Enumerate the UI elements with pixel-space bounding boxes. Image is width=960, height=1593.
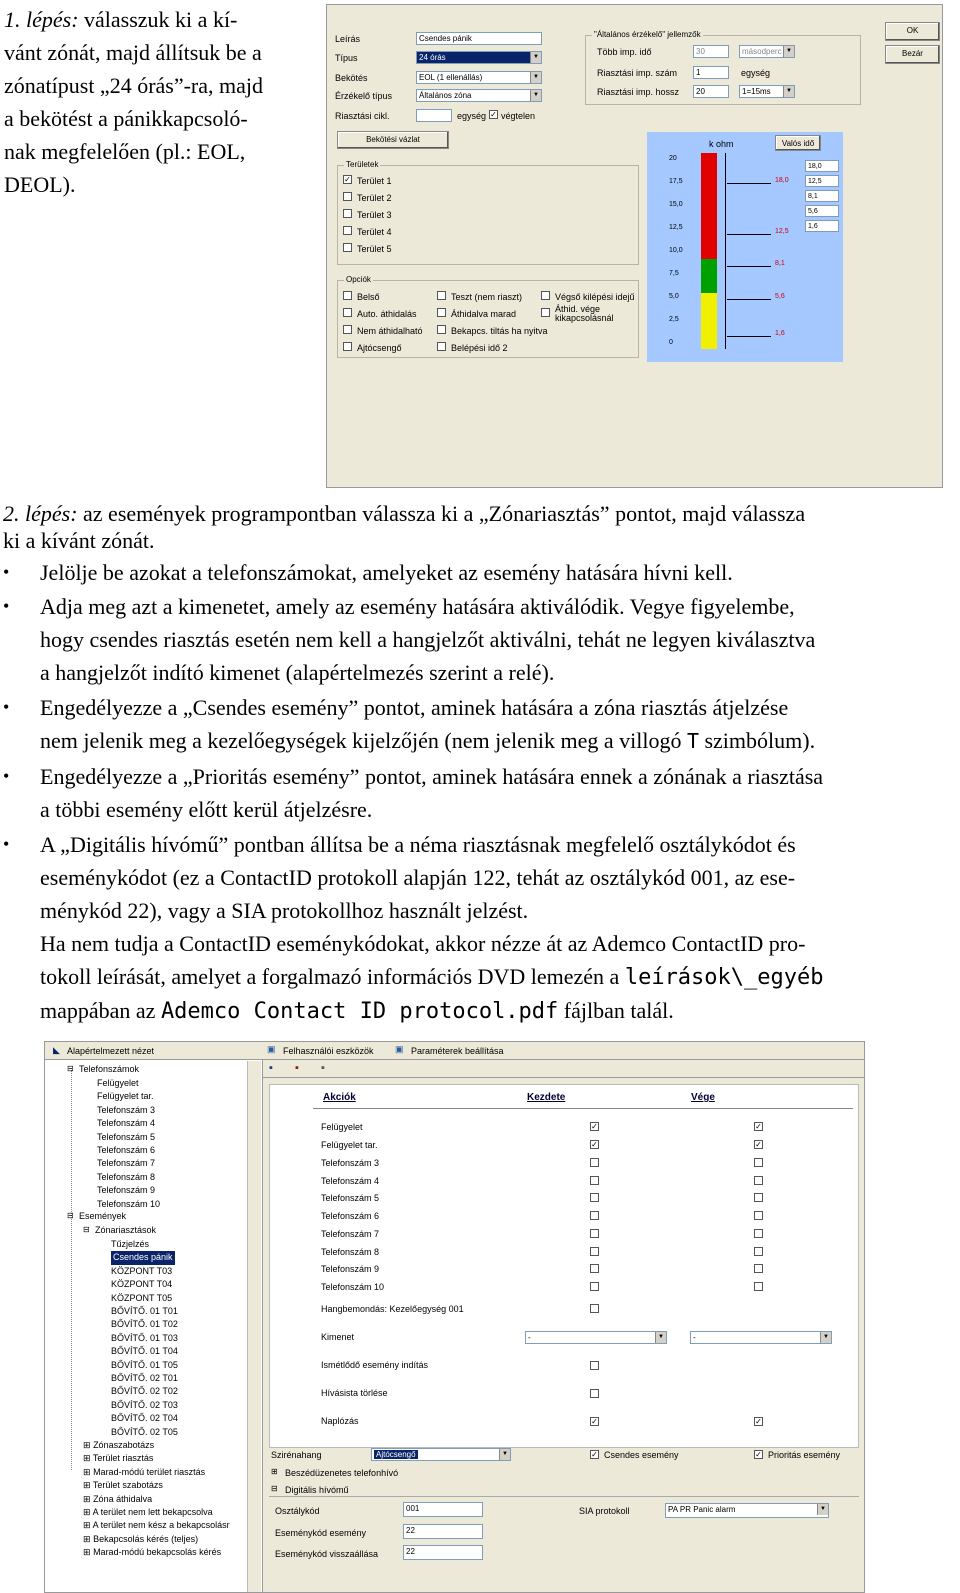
terulet-checkbox[interactable] bbox=[343, 192, 352, 201]
tipus-label: Típus bbox=[335, 53, 358, 63]
paragraph-text: Ha nem tudja a ContactID eseménykódokat, akkor nézze át az Ademco ContactID pro- bbox=[40, 931, 806, 956]
tree-node[interactable]: Telefonszám 9 bbox=[97, 1185, 156, 1196]
opcio-checkbox[interactable] bbox=[541, 308, 550, 317]
tree-node-label: Terület szabotázs bbox=[92, 1480, 163, 1491]
collapse-icon[interactable]: ⊟ bbox=[83, 1225, 90, 1234]
tree-scrollbar[interactable] bbox=[247, 1061, 261, 1593]
kimenet-label: Kimenet bbox=[321, 1332, 355, 1342]
bullet-text: hogy csendes riasztás esetén nem kell a hangjelzőt aktiválni, tehát ne legyen kiválasztva bbox=[40, 627, 816, 652]
resistance-spinner[interactable]: 8,1 bbox=[805, 190, 839, 202]
action-row-label: Telefonszám 10 bbox=[321, 1282, 385, 1292]
hangbemondas-label: Hangbemondás: Kezelőegység 001 bbox=[321, 1304, 464, 1314]
szirenahang-value: Ajtócsengő bbox=[376, 1450, 416, 1459]
kezdete-checkbox[interactable]: ✓ bbox=[591, 1122, 598, 1131]
vege-checkbox[interactable] bbox=[754, 1264, 763, 1273]
opcio-label: Nem áthidalható bbox=[357, 326, 423, 336]
kezdete-checkbox[interactable] bbox=[590, 1158, 599, 1167]
tree-node[interactable]: Felügyelet bbox=[97, 1078, 139, 1088]
opcio-label: Ajtócsengő bbox=[357, 343, 402, 353]
kezdete-checkbox[interactable] bbox=[590, 1247, 599, 1256]
marker-label: 18,0 bbox=[775, 177, 789, 184]
esemenykod-vissza-input[interactable]: 22 bbox=[403, 1545, 483, 1560]
chevron-down-icon[interactable]: ▼ bbox=[820, 1332, 831, 1343]
tree-node-label: Terület riasztás bbox=[92, 1453, 154, 1464]
tree-node[interactable]: Események bbox=[79, 1211, 127, 1221]
riaszt-imp-szam-input[interactable]: 1 bbox=[693, 66, 729, 79]
terulet-checkbox[interactable]: ✓ bbox=[344, 175, 351, 184]
tree-node[interactable]: KÖZPONT T05 bbox=[111, 1292, 173, 1303]
tools-icon: ▣ bbox=[267, 1044, 276, 1054]
kezdete-checkbox[interactable] bbox=[590, 1211, 599, 1220]
step1-line: a bekötést a pánikkapcsoló- bbox=[4, 106, 248, 131]
scale-label: 0 bbox=[669, 339, 673, 346]
tree-node[interactable]: BŐVÍTŐ. 02 T03 bbox=[111, 1399, 178, 1410]
step2-line: ki a kívánt zónát. bbox=[3, 528, 155, 553]
tree-node[interactable]: BŐVÍTŐ. 02 T01 bbox=[111, 1373, 178, 1384]
masodperc-value: másodperc bbox=[742, 47, 782, 56]
scale-label: 20 bbox=[669, 155, 677, 162]
step1-text bbox=[4, 3, 314, 201]
terulet-label: Terület 2 bbox=[357, 193, 392, 203]
scale-label: 7,5 bbox=[669, 270, 679, 277]
marker-label: 1,6 bbox=[775, 330, 785, 337]
step2-line: az események programpontban válassza ki a „Zónariasztás” pontot, majd válassza bbox=[83, 501, 806, 526]
opcio-label: Végső kilépési idejű bbox=[555, 292, 635, 302]
step1-label: 1. lépés: bbox=[4, 7, 79, 32]
action-row-label: Telefonszám 4 bbox=[321, 1176, 380, 1186]
bullet-icon: • bbox=[3, 697, 10, 717]
hivasista-label: Hívásista törlése bbox=[321, 1388, 388, 1398]
chevron-down-icon[interactable]: ▼ bbox=[530, 90, 541, 101]
kezdete-checkbox[interactable] bbox=[590, 1264, 599, 1273]
bekotes-select[interactable] bbox=[416, 71, 542, 84]
expand-icon[interactable]: ⊞ bbox=[83, 1520, 91, 1531]
bekotes-label: Bekötés bbox=[335, 73, 368, 83]
col-kezdete: Kezdete bbox=[527, 1092, 566, 1103]
opcio-label: Belépési idő 2 bbox=[451, 343, 508, 353]
action-row-label: Telefonszám 3 bbox=[321, 1158, 380, 1168]
csendes-esemeny-label: Csendes esemény bbox=[604, 1450, 679, 1460]
sia-select[interactable] bbox=[665, 1503, 829, 1518]
leiras-label: Leírás bbox=[335, 34, 361, 44]
action-row-label: Telefonszám 5 bbox=[321, 1193, 380, 1203]
bullet-text: Engedélyezze a „Prioritás esemény” pontot, aminek hatására ennek a zónának a riasztása bbox=[40, 764, 824, 789]
kimenet-vege-value: - bbox=[693, 1333, 696, 1342]
step1-line: vánt zónát, majd állítsuk be a bbox=[4, 40, 262, 65]
ok-button[interactable]: OK bbox=[885, 22, 940, 41]
erzekelo-label: Érzékelő típus bbox=[335, 91, 393, 101]
digitalis-section[interactable]: Digitális hívómű bbox=[285, 1485, 349, 1495]
szirenahang-label: Szirénahang bbox=[271, 1450, 322, 1460]
tel-subtree bbox=[97, 1077, 160, 1211]
scale-label: 15,0 bbox=[669, 201, 683, 208]
bullet-item bbox=[0, 556, 945, 589]
osztalykod-label: Osztálykód bbox=[275, 1506, 320, 1516]
scale-label: 10,0 bbox=[669, 247, 683, 254]
terulet-checkbox[interactable] bbox=[343, 243, 352, 252]
header-divider bbox=[313, 1108, 853, 1109]
chevron-down-icon[interactable]: ▼ bbox=[530, 52, 541, 63]
tree-node[interactable]: BŐVÍTŐ. 01 T04 bbox=[111, 1346, 178, 1357]
terulet-label: Terület 4 bbox=[357, 227, 392, 237]
tree-line bbox=[71, 1070, 72, 1470]
bullet-text: eseménykódot (ez a ContactID protokoll alapján 122, tehát az osztálykód 001, az ese- bbox=[40, 865, 796, 890]
expand-icon[interactable]: ⊞ bbox=[83, 1493, 91, 1504]
scale-label: 12,5 bbox=[669, 224, 683, 231]
paragraph-text: fájlban talál. bbox=[563, 998, 674, 1023]
save-as-icon[interactable]: ▪ bbox=[295, 1062, 299, 1074]
bullet-text: ménykód 22), vagy a SIA protokollhoz használt jelzést. bbox=[40, 898, 529, 923]
expand-icon[interactable]: ⊞ bbox=[83, 1466, 91, 1477]
scale-axis bbox=[725, 153, 726, 349]
egyseg2-label: egység bbox=[741, 68, 771, 78]
terulet-label: Terület 5 bbox=[357, 244, 392, 254]
bullet-list bbox=[0, 556, 945, 1028]
tree-node[interactable] bbox=[83, 1479, 230, 1492]
tree-node[interactable]: BŐVÍTŐ. 01 T05 bbox=[111, 1359, 178, 1370]
opcio-label: Áthid. vége kikapcsolásnál bbox=[555, 304, 614, 323]
chevron-down-icon[interactable]: ▼ bbox=[817, 1504, 828, 1515]
bullet-text: a többi esemény előtt kerül átjelzésre. bbox=[40, 797, 373, 822]
tipus-select[interactable] bbox=[416, 51, 542, 64]
opcio-checkbox[interactable] bbox=[343, 291, 352, 300]
esemenykod-vissza-label: Eseménykód visszaállása bbox=[275, 1549, 379, 1559]
bullet-text: nem jelenik meg a kezelőegységek kijelzőjén (nem jelenik meg a villogó bbox=[40, 728, 682, 753]
naplozas-vege-checkbox[interactable]: ✓ bbox=[755, 1417, 762, 1426]
print-icon[interactable]: ▪ bbox=[321, 1062, 325, 1074]
tree-node[interactable]: BŐVÍTŐ. 02 T04 bbox=[111, 1413, 178, 1424]
hossz-unit-value: 1=15ms bbox=[742, 87, 771, 96]
tree-node[interactable]: Telefonszám 10 bbox=[97, 1198, 161, 1209]
bullet-item bbox=[0, 828, 945, 1028]
vege-checkbox[interactable]: ✓ bbox=[755, 1140, 762, 1149]
expand-icon[interactable]: ⊞ bbox=[83, 1440, 91, 1450]
altalanos-title: "Általános érzékelő" jellemzők bbox=[594, 30, 701, 39]
tree-header-icon: ◣ bbox=[53, 1045, 60, 1055]
col-vege: Vége bbox=[691, 1092, 715, 1103]
opciok-title: Opciók bbox=[346, 275, 371, 284]
tree-node-label: Marad-módú terület riasztás bbox=[93, 1466, 206, 1477]
tree-node[interactable]: Telefonszám 8 bbox=[97, 1171, 156, 1182]
terulet-checkbox[interactable] bbox=[343, 209, 352, 218]
tree-node[interactable]: Felügyelet tar. bbox=[97, 1091, 154, 1102]
tab-parameterek-beallitasa[interactable]: Paraméterek beállítása bbox=[411, 1046, 504, 1056]
action-row-label: Felügyelet bbox=[321, 1122, 363, 1132]
step2-label: 2. lépés: bbox=[3, 501, 78, 526]
collapse-icon[interactable]: ⊟ bbox=[271, 1484, 278, 1493]
opcio-label: Belső bbox=[357, 292, 380, 302]
tree-node[interactable] bbox=[83, 1506, 230, 1519]
tree-node[interactable]: BŐVÍTŐ. 01 T03 bbox=[111, 1332, 178, 1343]
beszedu-section[interactable]: Beszédüzenetes telefonhívó bbox=[285, 1468, 399, 1478]
vege-checkbox[interactable] bbox=[754, 1211, 763, 1220]
ismetlodo-checkbox[interactable] bbox=[590, 1361, 599, 1370]
vege-checkbox[interactable] bbox=[754, 1229, 763, 1238]
tobb-imp-input[interactable]: 30 bbox=[693, 45, 729, 58]
marker-line bbox=[727, 234, 771, 235]
leiras-input[interactable]: Csendes pánik bbox=[416, 32, 542, 45]
step1-line: válasszuk ki a kí- bbox=[84, 7, 238, 32]
kezdete-checkbox[interactable] bbox=[590, 1176, 599, 1185]
szirenahang-select[interactable] bbox=[371, 1448, 511, 1461]
esemenykod-esemeny-label: Eseménykód esemény bbox=[275, 1528, 367, 1538]
paragraph-text: tokoll leírását, amelyet a forgalmazó információs DVD lemezén a bbox=[40, 964, 620, 989]
marker-label: 12,5 bbox=[775, 228, 789, 235]
tree-node[interactable]: Zónariasztások bbox=[95, 1225, 157, 1235]
resistance-spinner[interactable]: 18,0 bbox=[805, 160, 839, 172]
tobb-imp-label: Több imp. idő bbox=[597, 47, 652, 57]
bullet-icon: • bbox=[3, 562, 10, 582]
terulet-checkbox[interactable] bbox=[343, 226, 352, 235]
bar-green bbox=[701, 259, 717, 293]
tab-felhasznaloi-eszkozok[interactable]: Felhasználói eszközök bbox=[283, 1046, 374, 1056]
opcio-checkbox[interactable] bbox=[343, 342, 352, 351]
resistance-spinner[interactable]: 12,5 bbox=[805, 175, 839, 187]
valos-ido-button[interactable]: Valós idő bbox=[775, 135, 821, 151]
tree-node[interactable]: BŐVÍTŐ. 01 T02 bbox=[111, 1319, 178, 1330]
kezdete-checkbox[interactable] bbox=[590, 1193, 599, 1202]
kezdete-checkbox[interactable]: ✓ bbox=[591, 1140, 598, 1149]
opcio-label: Áthidalva marad bbox=[451, 309, 517, 319]
bezar-button[interactable]: Bezár bbox=[885, 45, 940, 64]
expand-icon[interactable]: ⊞ bbox=[83, 1547, 91, 1558]
opcio-checkbox[interactable] bbox=[437, 342, 446, 351]
file-name: Ademco Contact ID protocol.pdf bbox=[160, 999, 559, 1024]
egyseg-label: egység bbox=[457, 111, 487, 121]
naplozas-label: Naplózás bbox=[321, 1416, 359, 1426]
tree-node[interactable] bbox=[83, 1533, 230, 1546]
bullet-text: szimbólum). bbox=[704, 728, 816, 753]
action-row-label: Telefonszám 9 bbox=[321, 1264, 380, 1274]
bullet-text: Jelölje be azokat a telefonszámokat, amelyeket az esemény hatására hívni kell. bbox=[40, 560, 733, 585]
kimenet-vege-select[interactable] bbox=[690, 1331, 832, 1344]
hangbemondas-checkbox[interactable] bbox=[590, 1304, 599, 1313]
chevron-down-icon[interactable]: ▼ bbox=[499, 1449, 510, 1460]
vege-checkbox[interactable] bbox=[754, 1176, 763, 1185]
collapse-icon[interactable]: ⊟ bbox=[67, 1211, 74, 1220]
esemenykod-esemeny-input[interactable]: 22 bbox=[403, 1524, 483, 1539]
save-icon[interactable]: ▪ bbox=[269, 1062, 273, 1074]
opcio-checkbox[interactable] bbox=[343, 308, 352, 317]
tree-node-label: A terület nem lett bekapcsolva bbox=[92, 1507, 213, 1518]
collapse-icon[interactable]: ⊟ bbox=[67, 1064, 74, 1073]
bar-red bbox=[701, 153, 717, 259]
riaszt-imp-hossz-input[interactable]: 20 bbox=[693, 85, 729, 98]
events-subtree bbox=[83, 1439, 230, 1560]
vegtelen-label: végtelen bbox=[501, 111, 536, 121]
masodperc-select[interactable] bbox=[739, 45, 795, 58]
tree-node[interactable] bbox=[83, 1452, 230, 1465]
kezdete-checkbox[interactable] bbox=[590, 1282, 599, 1291]
vege-checkbox[interactable]: ✓ bbox=[755, 1122, 762, 1131]
tree-node[interactable] bbox=[83, 1546, 230, 1559]
opcio-checkbox[interactable] bbox=[437, 308, 446, 317]
opcio-checkbox[interactable] bbox=[437, 291, 446, 300]
bullet-icon: • bbox=[3, 766, 10, 786]
csendes-esemeny-checkbox[interactable]: ✓ bbox=[591, 1450, 598, 1459]
teruletek-title: Területek bbox=[346, 160, 379, 169]
tipus-value: 24 órás bbox=[419, 53, 446, 62]
step1-line: zónatípust „24 órás”-ra, majd bbox=[4, 73, 264, 98]
bullet-icon: • bbox=[3, 596, 10, 616]
scale-label: 5,0 bbox=[669, 293, 679, 300]
vege-checkbox[interactable] bbox=[754, 1282, 763, 1291]
ismetlodo-label: Ismétlődő esemény indítás bbox=[321, 1360, 429, 1370]
marker-line bbox=[727, 336, 771, 337]
tree-node[interactable]: Telefonszám 5 bbox=[97, 1131, 156, 1142]
chevron-down-icon[interactable]: ▼ bbox=[783, 46, 794, 57]
tree-node[interactable]: KÖZPONT T03 bbox=[111, 1265, 173, 1276]
chevron-down-icon[interactable]: ▼ bbox=[783, 86, 794, 97]
step1-line: nak megfelelően (pl.: EOL, bbox=[4, 139, 246, 164]
section-divider bbox=[269, 1496, 859, 1497]
opcio-label: Auto. áthidalás bbox=[357, 309, 417, 319]
villogo-t-symbol: T bbox=[686, 729, 699, 753]
bullet-text: Engedélyezze a „Csendes esemény” pontot, aminek hatására a zóna riasztás átjelzése bbox=[40, 695, 789, 720]
riaszt-imp-szam-label: Riasztási imp. szám bbox=[597, 68, 678, 78]
vege-checkbox[interactable] bbox=[754, 1158, 763, 1167]
hivasista-checkbox[interactable] bbox=[590, 1389, 599, 1398]
scale-label: 2,5 bbox=[669, 316, 679, 323]
step1-line: DEOL). bbox=[4, 172, 76, 197]
opcio-label: Teszt (nem riaszt) bbox=[451, 292, 523, 302]
folder-path: leírások\_egyéb bbox=[624, 965, 824, 990]
naplozas-kezdete-checkbox[interactable]: ✓ bbox=[591, 1417, 598, 1426]
chevron-down-icon[interactable]: ▼ bbox=[655, 1332, 666, 1343]
prioritas-esemeny-checkbox[interactable]: ✓ bbox=[755, 1450, 762, 1459]
expand-icon[interactable]: ⊞ bbox=[83, 1480, 91, 1491]
tree-node[interactable] bbox=[83, 1439, 230, 1452]
bullet-text: a hangjelzőt indító kimenet (alapértelmezés szerint a relé). bbox=[40, 660, 555, 685]
toolbar bbox=[263, 1060, 865, 1078]
resistance-spinner[interactable]: 1,6 bbox=[805, 220, 839, 232]
bullet-text: Adja meg azt a kimenetet, amely az esemény hatására aktiválódik. Vegye figyelembe, bbox=[40, 594, 795, 619]
tree-node[interactable]: Tűzjelzés bbox=[111, 1239, 150, 1249]
tree-node[interactable]: BŐVÍTŐ. 02 T02 bbox=[111, 1386, 178, 1397]
tree-node[interactable] bbox=[83, 1493, 230, 1506]
tree-node-label: A terület nem kész a bekapcsolásr bbox=[92, 1520, 230, 1531]
zona-subtree bbox=[111, 1238, 178, 1439]
paragraph-text: mappában az bbox=[40, 998, 156, 1023]
bar-yellow bbox=[701, 293, 717, 349]
default-view-label[interactable]: Alapértelmezett nézet bbox=[67, 1046, 155, 1056]
expand-icon[interactable]: ⊞ bbox=[83, 1507, 91, 1518]
erzekelo-value: Általános zóna bbox=[419, 91, 472, 100]
expand-icon[interactable]: ⊞ bbox=[83, 1453, 91, 1464]
step2-text bbox=[3, 497, 943, 557]
tree-node[interactable]: Telefonszám 7 bbox=[97, 1158, 156, 1169]
bullet-item bbox=[0, 760, 945, 826]
tree-node[interactable]: BŐVÍTŐ. 02 T05 bbox=[111, 1426, 178, 1437]
kimenet-kezdete-value: - bbox=[528, 1333, 531, 1342]
tree-node[interactable]: Telefonszámok bbox=[79, 1064, 140, 1074]
action-row-label: Telefonszám 8 bbox=[321, 1247, 380, 1257]
terulet-label: Terület 1 bbox=[357, 176, 392, 186]
tree-node-label: Zónaszabotázs bbox=[93, 1440, 155, 1450]
erzekelo-select[interactable] bbox=[416, 89, 542, 102]
chevron-down-icon[interactable]: ▼ bbox=[530, 72, 541, 83]
action-row-label: Telefonszám 6 bbox=[321, 1211, 380, 1221]
marker-line bbox=[727, 183, 771, 184]
riaszt-imp-hossz-label: Riasztási imp. hossz bbox=[597, 87, 680, 97]
resistance-spinner[interactable]: 5,6 bbox=[805, 205, 839, 217]
terulet-label: Terület 3 bbox=[357, 210, 392, 220]
action-row-label: Telefonszám 7 bbox=[321, 1229, 380, 1239]
marker-label: 5,6 bbox=[775, 293, 785, 300]
marker-line bbox=[727, 299, 771, 300]
app-window bbox=[44, 1041, 865, 1593]
expand-icon[interactable]: ⊞ bbox=[271, 1467, 278, 1476]
tree-node[interactable]: KÖZPONT T04 bbox=[111, 1279, 173, 1290]
tree-node[interactable]: BŐVÍTŐ. 01 T01 bbox=[111, 1306, 178, 1317]
bekotesi-vazlat-button[interactable]: Bekötési vázlat bbox=[337, 131, 449, 149]
tree-node[interactable]: Telefonszám 3 bbox=[97, 1104, 156, 1115]
tree-node[interactable] bbox=[83, 1466, 230, 1479]
kohm-label: k ohm bbox=[709, 139, 734, 149]
tree-node-selected[interactable]: Csendes pánik bbox=[111, 1251, 175, 1264]
opcio-checkbox[interactable] bbox=[437, 325, 446, 334]
kezdete-checkbox[interactable] bbox=[590, 1229, 599, 1238]
vege-checkbox[interactable] bbox=[754, 1247, 763, 1256]
tree-node[interactable]: Telefonszám 6 bbox=[97, 1145, 156, 1156]
col-akciok: Akciók bbox=[323, 1092, 356, 1103]
bekotes-value: EOL (1 ellenállás) bbox=[419, 73, 483, 82]
tree-node-label: Zóna áthidalva bbox=[93, 1493, 153, 1504]
bullet-icon: • bbox=[3, 834, 10, 854]
tree-node-label: Marad-módú bekapcsolás kérés bbox=[93, 1547, 222, 1558]
action-row-label: Felügyelet tar. bbox=[321, 1140, 378, 1150]
marker-line bbox=[727, 266, 771, 267]
sia-label: SIA protokoll bbox=[579, 1506, 630, 1516]
expand-icon[interactable]: ⊞ bbox=[83, 1533, 91, 1544]
kimenet-kezdete-select[interactable] bbox=[525, 1331, 667, 1344]
vege-checkbox[interactable] bbox=[754, 1193, 763, 1202]
vegtelen-checkbox[interactable]: ✓ bbox=[490, 110, 497, 119]
params-icon: ▣ bbox=[395, 1044, 404, 1054]
marker-label: 8,1 bbox=[775, 260, 785, 267]
zone-settings-dialog bbox=[326, 4, 943, 488]
tree-node[interactable]: Telefonszám 4 bbox=[97, 1118, 156, 1129]
hossz-unit-select[interactable] bbox=[739, 85, 795, 98]
tree-node[interactable] bbox=[83, 1519, 230, 1532]
bullet-item bbox=[0, 590, 945, 689]
opcio-label: Bekapcs. tiltás ha nyitva bbox=[451, 326, 548, 336]
opcio-checkbox[interactable] bbox=[343, 325, 352, 334]
riasztasi-ciklus-label: Riasztási cikl. bbox=[335, 111, 390, 121]
bullet-text: A „Digitális hívómű” pontban állítsa be a néma riasztásnak megfelelő osztálykódot és bbox=[40, 832, 796, 857]
osztalykod-input[interactable]: 001 bbox=[403, 1502, 483, 1517]
riasztasi-ciklus-input[interactable] bbox=[416, 109, 452, 122]
sia-value: PA PR Panic alarm bbox=[668, 1505, 736, 1514]
bullet-item bbox=[0, 691, 945, 758]
prioritas-esemeny-label: Prioritás esemény bbox=[768, 1450, 841, 1460]
opcio-checkbox[interactable] bbox=[541, 291, 550, 300]
scale-label: 17,5 bbox=[669, 178, 683, 185]
tree-node-label: Bekapcsolás kérés (teljes) bbox=[93, 1533, 199, 1544]
